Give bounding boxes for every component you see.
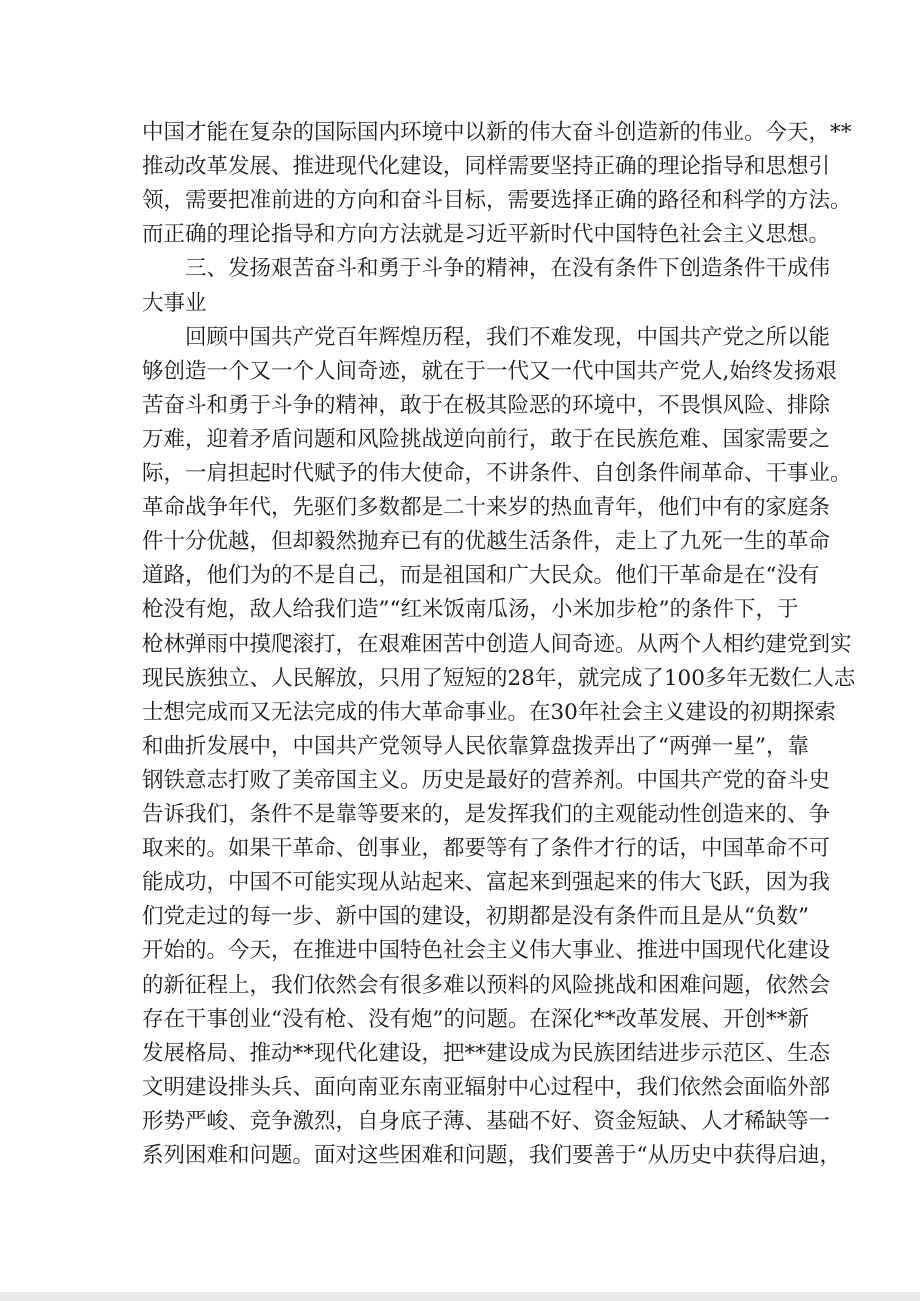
text-line: 三、发扬艰苦奋斗和勇于斗争的精神，在没有条件下创造条件干成伟 [185, 256, 831, 282]
text-line: 万难，迎着矛盾问题和风险挑战逆向前行，敢于在民族危难、国家需要之 [142, 426, 831, 452]
text-line: 文明建设排头兵、面向南亚东南亚辐射中心过程中，我们依然会面临外部 [142, 1074, 831, 1100]
text-line: 革命战争年代，先驱们多数都是二十来岁的热血青年，他们中有的家庭条 [142, 495, 831, 521]
text-line: 们党走过的每一步、新中国的建设，初期都是没有条件而且是从“负数” [142, 904, 809, 930]
text-line: 大事业 [142, 290, 207, 316]
text-line: 取来的。如果干革命、创事业，都要等有了条件才行的话，中国革命不可 [142, 836, 831, 862]
text-line: 存在干事创业“没有枪、没有炮”的问题。在深化**改革发展、开创**新 [142, 1006, 809, 1032]
text-line: 件十分优越，但却毅然抛弃已有的优越生活条件，走上了九死一生的革命 [142, 529, 831, 555]
text-line: 形势严峻、竞争激烈，自身底子薄、基础不好、资金短缺、人才稀缺等一 [142, 1108, 831, 1134]
text-line: 苦奋斗和勇于斗争的精神，敢于在极其险恶的环境中，不畏惧风险、排除 [142, 392, 831, 418]
text-line: 回顾中国共产党百年辉煌历程，我们不难发现，中国共产党之所以能 [185, 324, 831, 350]
text-line: 现民族独立、人民解放，只用了短短的28年，就完成了100多年无数仁人志 [142, 665, 856, 691]
text-line: 够创造一个又一个人间奇迹，就在于一代又一代中国共产党人,始终发扬艰 [142, 358, 837, 384]
text-line: 和曲折发展中，中国共产党领导人民依靠算盘拨弄出了“两弹一星”，靠 [142, 733, 809, 759]
text-line: 中国才能在复杂的国际国内环境中以新的伟大奋斗创造新的伟业。今天，** [142, 120, 852, 145]
text-line: 际，一肩担起时代赋予的伟大使命，不讲条件、自创条件闹革命、干事业。 [142, 461, 852, 486]
text-line: 士想完成而又无法完成的伟大革命事业。在30年社会主义建设的初期探索 [142, 699, 836, 725]
text-line: 推动改革发展、推进现代化建设，同样需要坚持正确的理论指导和思想引 [142, 154, 831, 180]
text-line: 告诉我们，条件不是靠等要来的，是发挥我们的主观能动性创造来的、争 [142, 802, 831, 827]
text-line: 能成功，中国不可能实现从站起来、富起来到强起来的伟大飞跃，因为我 [142, 870, 831, 896]
text-line: 领，需要把准前进的方向和奋斗目标，需要选择正确的路径和科学的方法。 [142, 188, 852, 214]
text-line: 发展格局、推动**现代化建设，把**建设成为民族团结进步示范区、生态 [142, 1040, 831, 1066]
text-line: 枪林弹雨中摸爬滚打，在艰难困苦中创造人间奇迹。从两个人相约建党到实 [142, 631, 852, 657]
text-line: 钢铁意志打败了美帝国主义。历史是最好的营养剂。中国共产党的奋斗史 [142, 767, 831, 793]
text-line: 开始的。今天，在推进中国特色社会主义伟大事业、推进中国现代化建设 [142, 938, 831, 964]
text-line: 的新征程上，我们依然会有很多难以预料的风险挑战和困难问题，依然会 [142, 972, 831, 998]
text-line: 枪没有炮，敌人给我们造”“红米饭南瓜汤，小米加步枪”的条件下，于 [142, 597, 799, 623]
text-line: 系列困难和问题。面对这些困难和问题，我们要善于“从历史中获得启迪， [142, 1143, 841, 1168]
page-bottom-edge [0, 1292, 920, 1301]
text-line: 道路，他们为的不是自己，而是祖国和广大民众。他们干革命是在“没有 [142, 563, 820, 589]
text-line: 而正确的理论指导和方向方法就是习近平新时代中国特色社会主义思想。 [142, 222, 831, 248]
